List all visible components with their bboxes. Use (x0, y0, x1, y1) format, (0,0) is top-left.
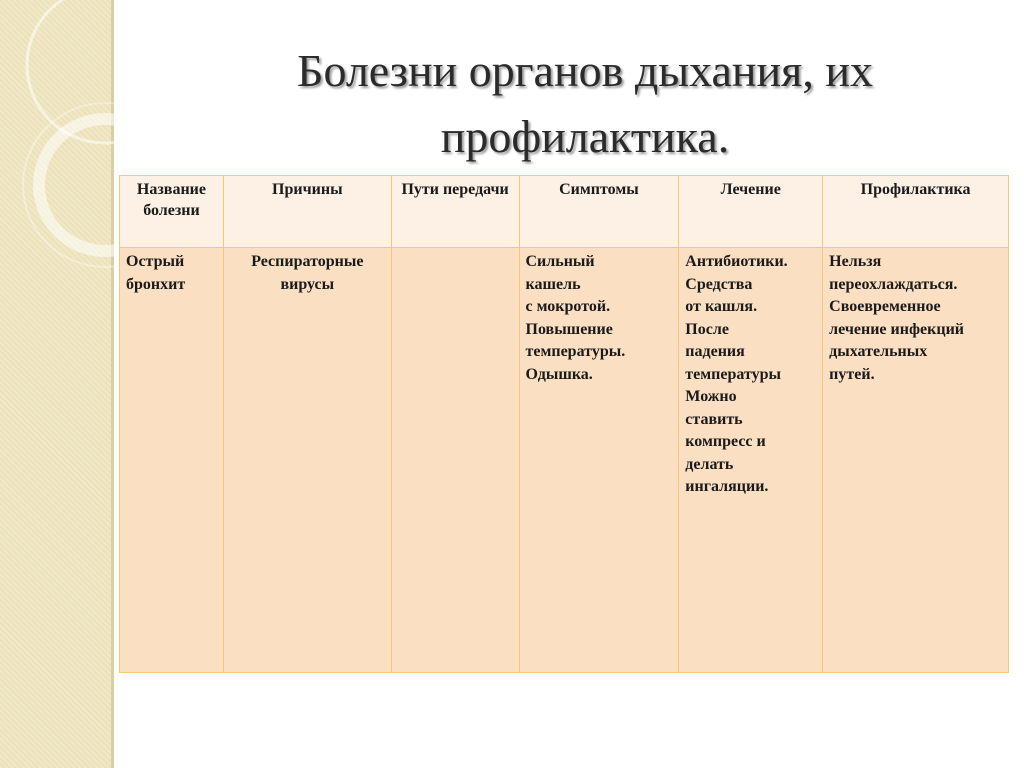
table-row (120, 248, 1009, 673)
cell-treatment: Антибиотики. Средства от кашля. После падения температуры Можно ставить компресс и делать ингаляции. (679, 248, 823, 673)
decorative-side-band (0, 0, 114, 768)
header-treatment: Лечение (679, 176, 823, 248)
header-prevention: Профилактика (823, 176, 1009, 248)
diseases-table (119, 175, 1009, 673)
table-header-row (120, 176, 1009, 248)
cell-causes: Респираторные вирусы (223, 248, 391, 673)
header-symptoms: Симптомы (519, 176, 679, 248)
title-line-2: профилактика. (440, 111, 730, 162)
header-disease-name: Название болезни (120, 176, 224, 248)
page-title (190, 38, 980, 170)
header-causes: Причины (223, 176, 391, 248)
cell-transmission (391, 248, 519, 673)
decorative-circles (0, 0, 114, 768)
cell-prevention: Нельзя переохлаждаться. Своевременное лечение инфекций дыхательных путей. (823, 248, 1009, 673)
header-transmission: Пути передачи (391, 176, 519, 248)
cell-disease: Острый бронхит (120, 248, 224, 673)
title-line-1: Болезни органов дыхания, их (297, 45, 873, 96)
cell-symptoms: Сильный кашель с мокротой. Повышение температуры. Одышка. (519, 248, 679, 673)
